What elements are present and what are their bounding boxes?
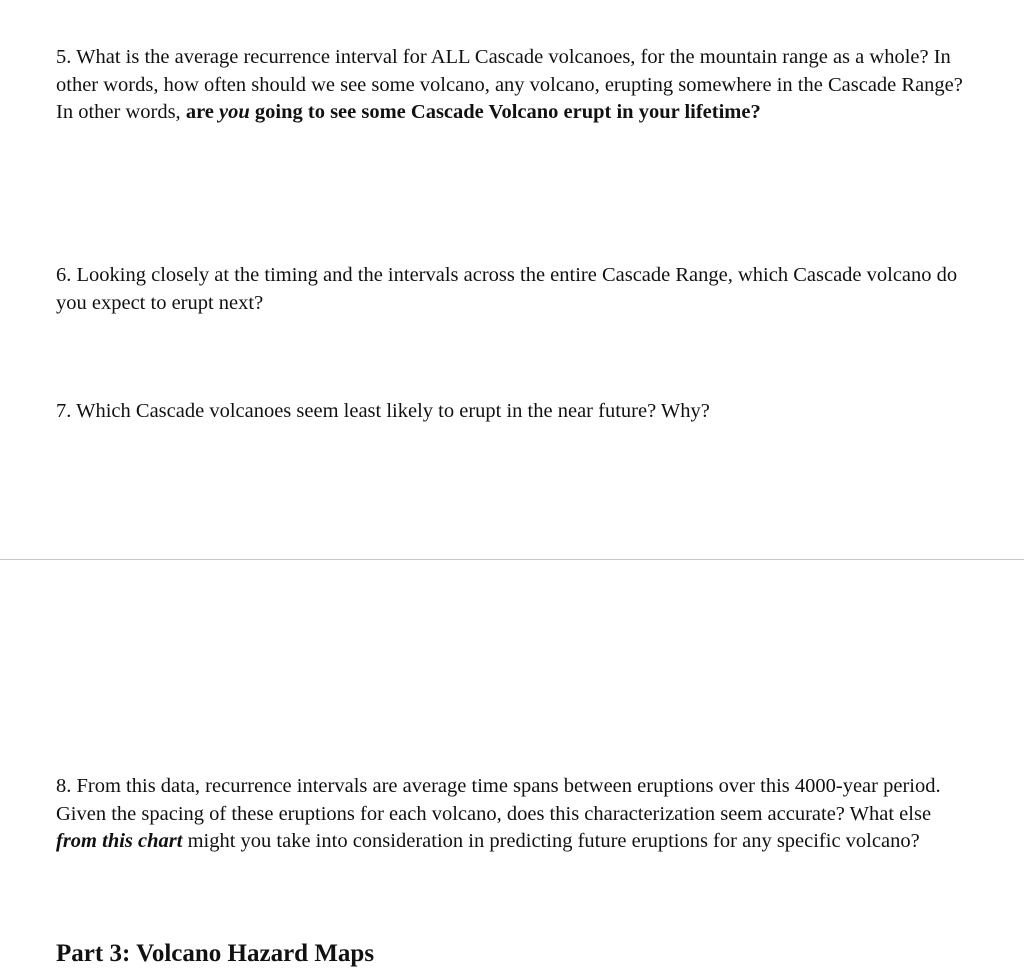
question-8-text-end: might you take into consideration in predicting future eruptions for any specific volcano? <box>182 830 920 852</box>
part-3-heading: Part 3: Volcano Hazard Maps <box>56 940 375 967</box>
question-5-emphasis-you: you <box>219 101 250 123</box>
question-5-text: 5. What is the average recurrence interval for ALL Cascade volcanoes, for the mountain range as a whole? In other words, how often should we see some volcano, any volcano, erupting somewhere in the Cascade Range? In other words, <box>56 46 963 123</box>
page-divider <box>0 559 1024 560</box>
question-6-text: 6. Looking closely at the timing and the intervals across the entire Cascade Range, which Cascade volcano do you expect to erupt next? <box>56 264 958 314</box>
question-5-emphasis-end: going to see some Cascade Volcano erupt in your lifetime? <box>249 101 761 123</box>
question-7-text: 7. Which Cascade volcanoes seem least likely to erupt in the near future? Why? <box>56 400 710 422</box>
question-5 <box>56 44 976 127</box>
question-8-text-start: 8. From this data, recurrence intervals are average time spans between eruptions over this 4000-year period. Given the spacing of these eruptions for each volcano, does this characterization seem accurate? What else <box>56 775 941 825</box>
question-8-emphasis: from this chart <box>56 830 183 852</box>
question-8 <box>56 773 976 856</box>
question-6 <box>56 262 976 317</box>
question-5-emphasis-start: are <box>185 101 220 123</box>
question-7 <box>56 398 976 426</box>
